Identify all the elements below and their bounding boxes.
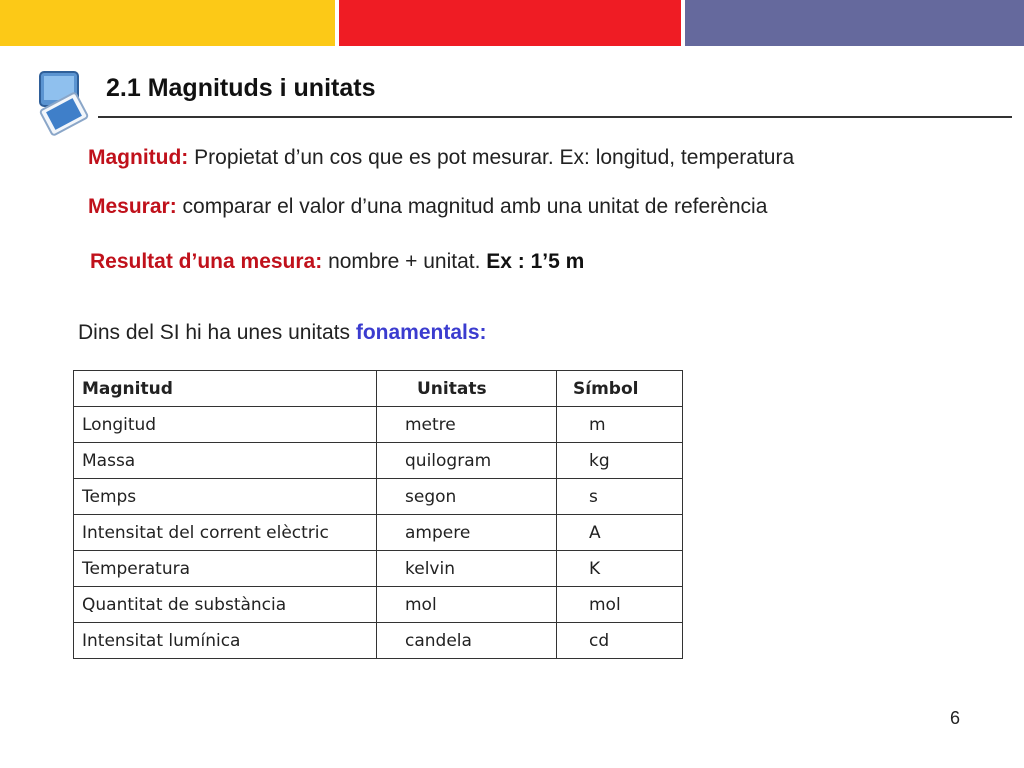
cell-simbol: s	[557, 479, 683, 515]
header-bar-yellow	[0, 0, 335, 46]
definition-label: Mesurar:	[88, 195, 177, 218]
page-number: 6	[950, 708, 961, 728]
cell-magnitud: Intensitat del corrent elèctric	[74, 515, 377, 551]
header-magnitud: Magnitud	[74, 371, 377, 407]
cell-unitat: metre	[377, 407, 557, 443]
cell-magnitud: Intensitat lumínica	[74, 623, 377, 659]
table-row	[74, 587, 683, 623]
intro-highlight: fonamentals:	[355, 321, 487, 344]
cell-unitat: candela	[377, 623, 557, 659]
definition-magnitud	[88, 146, 794, 170]
cell-unitat: mol	[377, 587, 557, 623]
cell-unitat: segon	[377, 479, 557, 515]
example-text: Ex : 1’5 m	[486, 250, 585, 273]
si-units-table	[73, 370, 683, 659]
cell-unitat: quilogram	[377, 443, 557, 479]
table-row	[74, 623, 683, 659]
definition-text: nombre + unitat.	[322, 250, 481, 273]
cell-simbol: m	[557, 407, 683, 443]
definition-resultat	[90, 250, 584, 274]
cell-unitat: ampere	[377, 515, 557, 551]
cell-simbol: kg	[557, 443, 683, 479]
cell-unitat: kelvin	[377, 551, 557, 587]
title-divider	[98, 116, 1012, 118]
header-unitats: Unitats	[377, 371, 557, 407]
si-intro	[78, 321, 487, 345]
page-title: 2.1 Magnituds i unitats	[106, 74, 376, 102]
cell-simbol: A	[557, 515, 683, 551]
table-row	[74, 551, 683, 587]
cell-magnitud: Longitud	[74, 407, 377, 443]
header-bar-red	[339, 0, 681, 46]
table-row	[74, 479, 683, 515]
definition-text: comparar el valor d’una magnitud amb una unitat de referència	[176, 195, 768, 218]
cell-magnitud: Quantitat de substància	[74, 587, 377, 623]
table-row	[74, 443, 683, 479]
header-bar-blue	[685, 0, 1024, 46]
table-row	[74, 515, 683, 551]
cell-simbol: mol	[557, 587, 683, 623]
table-header-row	[74, 371, 683, 407]
cell-simbol: K	[557, 551, 683, 587]
table-row	[74, 407, 683, 443]
monitor-icon	[34, 68, 94, 140]
definition-label: Resultat d’una mesura:	[90, 250, 323, 273]
header-simbol: Símbol	[557, 371, 683, 407]
definition-mesurar	[88, 195, 767, 219]
intro-text: Dins del SI hi ha unes unitats	[78, 321, 356, 344]
cell-simbol: cd	[557, 623, 683, 659]
definition-label: Magnitud:	[88, 146, 189, 169]
cell-magnitud: Temps	[74, 479, 377, 515]
cell-magnitud: Temperatura	[74, 551, 377, 587]
definition-text: Propietat d’un cos que es pot mesurar. Ex: longitud, temperatura	[188, 146, 795, 169]
cell-magnitud: Massa	[74, 443, 377, 479]
